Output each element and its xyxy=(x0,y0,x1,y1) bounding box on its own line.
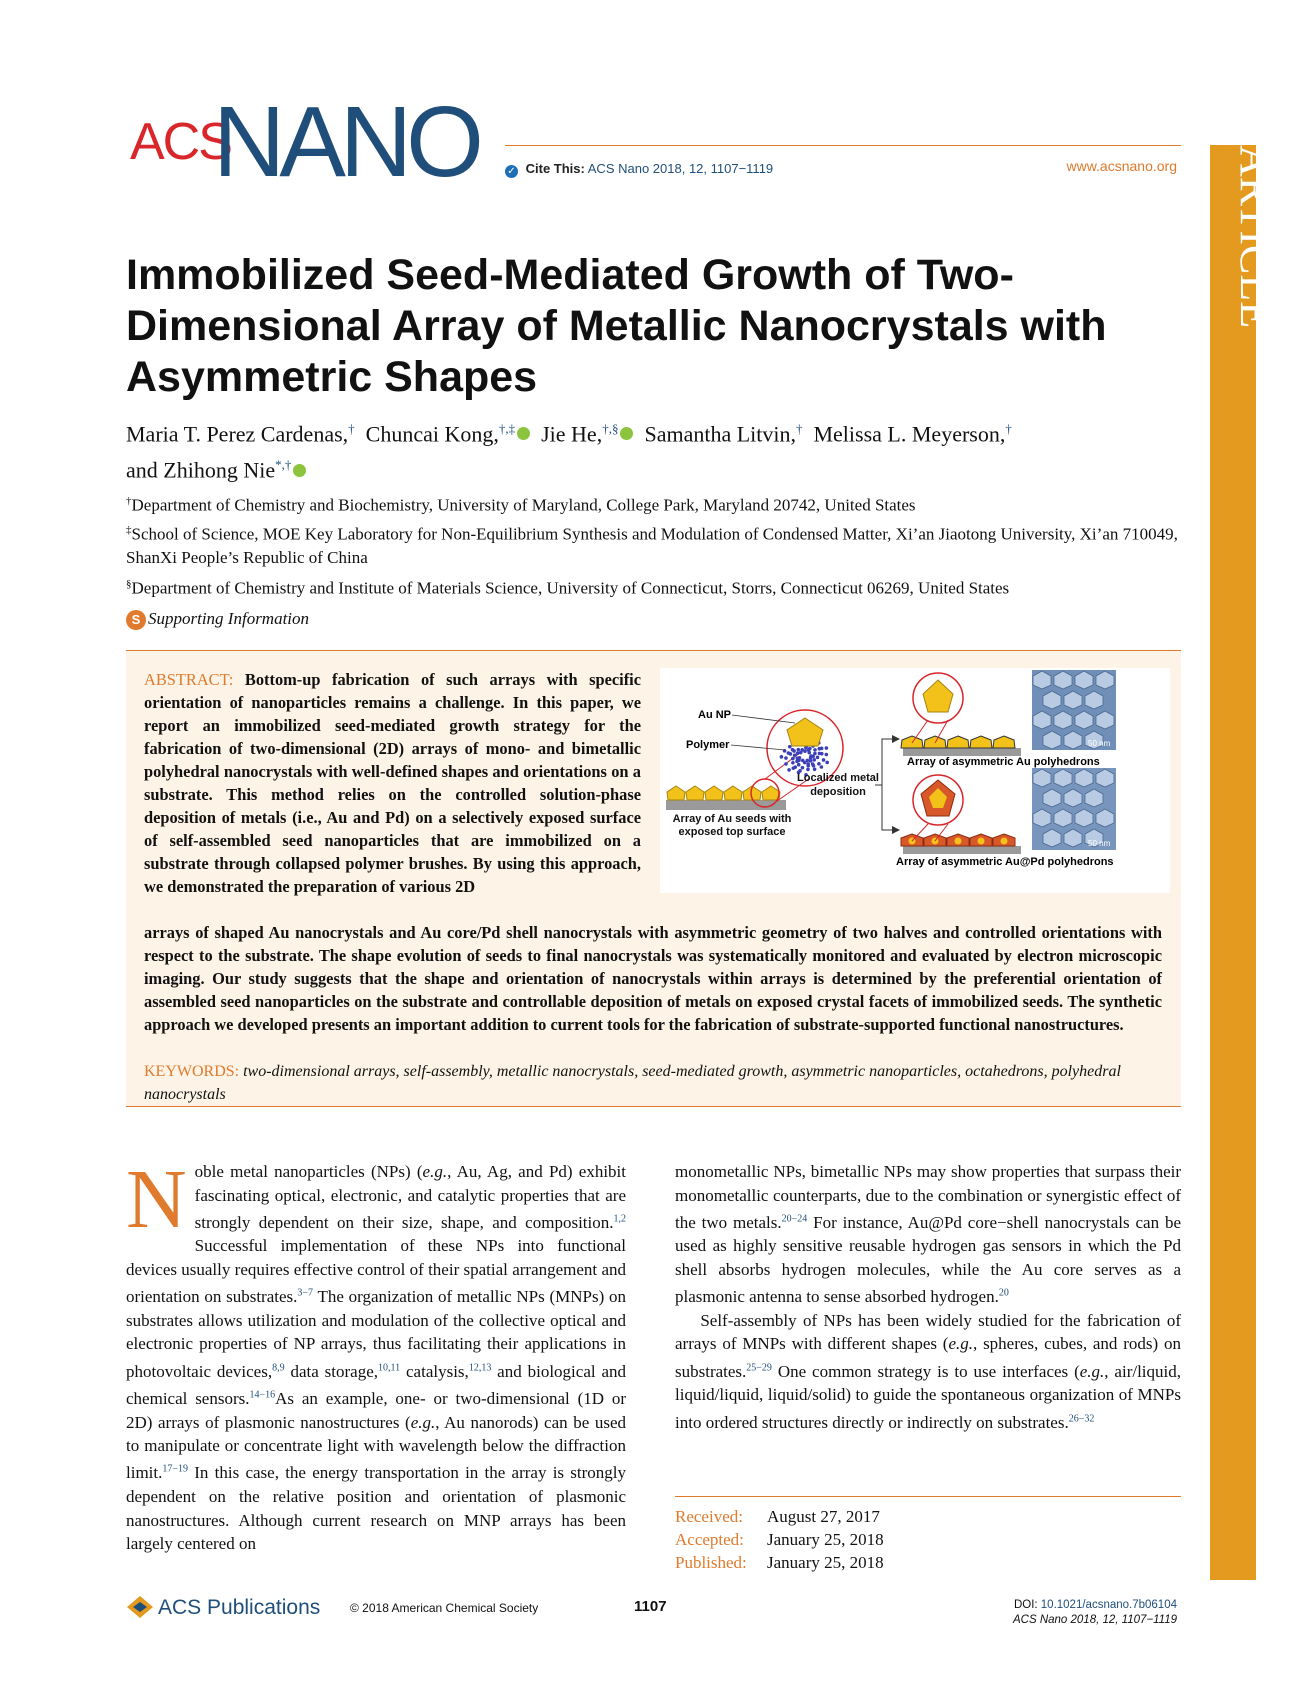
polymer-segment xyxy=(817,762,821,766)
toc-label-au-polyhedrons: Array of asymmetric Au polyhedrons xyxy=(907,756,1100,768)
author-name[interactable]: Maria T. Perez Cardenas, xyxy=(126,421,349,447)
aupd-core xyxy=(1001,838,1008,845)
affiliation-mark: § xyxy=(126,578,132,590)
polymer-segment xyxy=(808,747,812,751)
body-text-left: oble metal nanoparticles (NPs) (e.g., Au, Ag, and Pd) exhibit fascinating optical, electronic, and catalytic properties that are strongly dependent on their size, shape, and composition.$^{1,2}$ Successful implementation of these NPs into functional devices usually requires effective control of their spatial arrangement and orientation on substrates.$^{3-7}$ The organization of metallic NPs (MNPs) on substrates allows utilization and modulation of the collective optical and electronic properties of NP arrays, thus facilitating their applications in photovoltaic devices,$^{8,9}$ data storage,$^{10,11}$ catalysis,$^{12,13}$ and biological and chemical sensors.$^{14-16}$As an example, one- or two-dimensional (1D or 2D) arrays of plasmonic nanostructures (e.g., Au nanorods) can be used to manipulate or concentrate light with wavelength below the diffraction limit.$^{17-19}$ In this case, the energy transportation in the array is strongly dependent on the relative position and orientation of plasmonic nanostructures. Although current research on MNP arrays has been largely centered on xyxy=(126,1162,627,1554)
polymer-segment xyxy=(805,759,809,763)
affiliation-text: Department of Chemistry and Biochemistry, University of Maryland, College Park, Maryland 20742, United States xyxy=(131,495,916,515)
orcid-icon[interactable] xyxy=(620,427,633,440)
author-name[interactable]: and Zhihong Nie xyxy=(126,457,276,483)
abstract-text-bottom: arrays of shaped Au nanocrystals and Au core/Pd shell nanocrystals with asymmetric geometry of two halves and controlled orientations with respect to the substrate. The shape evolution of seeds to final nanocrystals was systematically monitored and evaluated by electron microscopic imaging. Our study suggests that the shape and orientation of nanocrystals within arrays is determined by the preferential orientation of assembled seed nanoparticles on the substrate and controllable deposition of metals on exposed crystal facets of immobilized seeds. The synthetic approach we developed presents an important addition to current tools for the fabrication of substrate-supported functional nanostructures. xyxy=(144,923,1162,1034)
asymmetric-au-polyhedron xyxy=(923,680,953,712)
body-text-right: monometallic NPs, bimetallic NPs may show properties that surpass their monometallic counterparts, due to the combination or synergistic effect of the two metals.$^{20-24}$ For instance, Au@Pd core−shell nanocrystals can be used as highly sensitive reusable hydrogen gas sensors in which the Pd shell absorbs hydrogen molecules, while the Au core serves as a plasmonic antenna to sense absorbed hydrogen.$^{20}$ Self-assembly of NPs has been widely studied for the fabrication of arrays of MNPs with different shapes (e.g., spheres, cubes, and rods) on substrates.$^{25-29}$ One common strategy is to use interfaces (e.g., air/liquid, liquid/liquid, liquid/solid) to guide the spontaneous organization of MNPs into ordered structures directly or indirectly on substrates.$^{26-32}$ xyxy=(675,1162,1182,1432)
polymer-segment xyxy=(809,756,813,760)
affiliation xyxy=(126,490,1186,517)
article-side-label xyxy=(1210,145,1280,405)
toc-graphic xyxy=(660,668,1170,893)
author-affil-mark: †,§ xyxy=(602,421,619,436)
author-name[interactable]: Jie He, xyxy=(541,421,603,447)
polymer-segment xyxy=(795,756,799,760)
cite-label: Cite This: xyxy=(525,161,585,176)
abstract-part1: Bottom-up fabrication of such arrays with specific orientation of nanoparticles remains a challenge. In this paper, we report an immobilized seed-mediated growth strategy for the fabrication of two-dimensional (2D) arrays of mono- and bimetallic polyhedral nanocrystals with well-defined shapes and orientations on a substrate. This method relies on the controlled solution-phase deposition of metals (i.e., Au and Pd) on a selectively exposed surface of self-assembled seed nanoparticles that are immobilized on a substrate through collapsed polymer brushes. By using this approach, we demonstrated the preparation of various 2D xyxy=(144,670,641,896)
journal-logo-acs: ACS xyxy=(130,113,231,171)
polymer-segment xyxy=(797,763,801,767)
polymer-segment xyxy=(795,760,799,764)
author-name[interactable]: Melissa L. Meyerson, xyxy=(813,421,1006,447)
supporting-info-icon[interactable]: S xyxy=(126,610,146,630)
substrate xyxy=(666,800,786,810)
doi-link[interactable]: 10.1021/acsnano.7b06104 xyxy=(1040,1599,1177,1611)
polymer-segment xyxy=(807,751,811,755)
keywords-label: KEYWORDS: xyxy=(144,1063,240,1080)
affiliation-mark: ‡ xyxy=(126,524,132,536)
abstract-label: ABSTRACT: xyxy=(144,670,234,689)
body-column-left xyxy=(126,1153,627,1556)
doi-block xyxy=(1013,1598,1177,1628)
au-np-shape xyxy=(787,718,823,746)
polymer-segment xyxy=(820,747,824,751)
toc-figure-svg xyxy=(660,668,1170,893)
toc-label-au-np: Au NP xyxy=(698,709,731,721)
polymer-segment xyxy=(801,766,805,770)
scale-bar-top: 50 nm xyxy=(1088,739,1111,748)
polymer-segment xyxy=(788,745,792,749)
affiliation-text: School of Science, MOE Key Laboratory for Non-Equilibrium Synthesis and Modulation of Condensed Matter, Xi’an Jiaotong University, Xi’an 710049, ShanXi People’s Republic of China xyxy=(126,524,1178,567)
seed-array xyxy=(667,786,780,800)
cite-value[interactable]: ACS Nano 2018, 12, 1107−1119 xyxy=(587,161,774,176)
polymer-segment xyxy=(784,762,788,766)
au-polyhedron xyxy=(901,736,923,748)
check-icon: ✓ xyxy=(505,165,518,178)
header-divider xyxy=(505,145,1181,146)
affiliation-text: Department of Chemistry and Institute of Materials Science, University of Connecticut, Storrs, Connecticut 06269, United States xyxy=(131,578,1010,598)
polymer-segment xyxy=(801,759,805,763)
date-received: Received: August 27, 2017 xyxy=(675,1507,880,1526)
acs-publications-logo[interactable] xyxy=(126,1595,320,1620)
au-polyhedron xyxy=(970,736,992,748)
au-seed xyxy=(705,786,723,800)
publisher-name: ACS Publications xyxy=(158,1596,321,1619)
keywords-value: two-dimensional arrays, self-assembly, metallic nanocrystals, seed-mediated growth, asymmetric nanoparticles, octahedrons, polyhedral nanocrystals xyxy=(144,1063,1121,1103)
keywords xyxy=(144,1060,1162,1106)
polymer-segment xyxy=(806,764,810,768)
polymer-segment xyxy=(813,748,817,752)
drop-cap: N xyxy=(126,1153,187,1246)
polymer-segment xyxy=(797,748,801,752)
aupd-polyhedron-array xyxy=(901,834,1015,846)
polymer-segment xyxy=(825,746,829,750)
toc-label-deposition: Localized metal deposition xyxy=(797,772,879,798)
publication-dates xyxy=(675,1505,884,1574)
polymer-segment xyxy=(792,766,796,770)
author-affil-mark: † xyxy=(348,421,355,436)
author-affil-mark: †,‡ xyxy=(498,421,516,436)
au-polyhedron xyxy=(947,736,969,748)
author-affil-mark: † xyxy=(795,421,803,436)
page-number: 1107 xyxy=(634,1598,667,1615)
aupd-core xyxy=(955,838,962,845)
date-published: Published: January 25, 2018 xyxy=(675,1553,884,1572)
polymer-segment xyxy=(787,751,791,755)
orcid-icon[interactable] xyxy=(293,464,306,477)
copyright: © 2018 American Chemical Society xyxy=(350,1601,539,1615)
polymer-segment xyxy=(820,765,824,769)
journal-logo-nano: NANO xyxy=(213,86,478,198)
affiliation xyxy=(126,573,1186,600)
scale-bar-bottom: 50 nm xyxy=(1088,839,1111,848)
dates-divider xyxy=(675,1496,1181,1497)
au-seed xyxy=(724,786,742,800)
journal-reference: ACS Nano 2018, 12, 1107−1119 xyxy=(1012,1614,1177,1626)
abstract-text-top xyxy=(144,668,641,898)
doi-label: DOI: xyxy=(1013,1599,1038,1611)
au-seed xyxy=(667,786,685,800)
polymer-segment xyxy=(791,761,795,765)
acs-hexagon-icon xyxy=(126,1595,154,1619)
orcid-icon[interactable] xyxy=(517,427,530,440)
author-affil-mark: † xyxy=(1005,421,1012,436)
polymer-segment xyxy=(822,758,826,762)
aupd-core xyxy=(978,838,985,845)
toc-label-polymer: Polymer xyxy=(686,739,730,751)
polymer-segment xyxy=(825,761,829,765)
toc-label-seeds: Array of Au seeds with exposed top surface xyxy=(672,813,792,838)
polymer-segment xyxy=(791,748,795,752)
polymer-segment xyxy=(796,751,800,755)
polymer-segment xyxy=(784,756,788,760)
au-seed xyxy=(686,786,704,800)
au-polyhedron-array xyxy=(901,736,1015,748)
polymer-segment xyxy=(791,757,795,761)
toc-label-aupd-polyhedrons: Array of asymmetric Au@Pd polyhedrons xyxy=(896,856,1114,868)
affiliation xyxy=(126,519,1186,569)
polymer-segment xyxy=(780,755,784,759)
website-link[interactable]: www.acsnano.org xyxy=(1066,158,1177,174)
author-name[interactable]: Chuncai Kong, xyxy=(365,421,499,447)
article-side-text: ARTICLE xyxy=(1231,145,1280,329)
polymer-segment xyxy=(799,751,803,755)
polymer-segment xyxy=(803,749,807,753)
cite-this[interactable] xyxy=(505,161,773,178)
paper-title: Immobilized Seed-Mediated Growth of Two-Dimensional Array of Metallic Nanocrystals with Asymmetric Shapes xyxy=(126,251,1107,401)
polymer-segment xyxy=(793,753,797,757)
au-polyhedron xyxy=(993,736,1015,748)
body-column-right xyxy=(675,1160,1181,1434)
author-affil-mark: *,† xyxy=(275,457,292,473)
date-accepted: Accepted: January 25, 2018 xyxy=(675,1530,884,1549)
polymer-segment xyxy=(812,764,816,768)
polymer-segment xyxy=(816,756,820,760)
affiliation-mark: † xyxy=(126,495,132,507)
supporting-info-link[interactable]: Supporting Information xyxy=(148,609,310,628)
author-list xyxy=(126,413,1196,486)
author-name[interactable]: Samantha Litvin, xyxy=(644,421,796,447)
polymer-segment xyxy=(820,752,824,756)
polymer-segment xyxy=(812,758,816,762)
polymer-segment xyxy=(825,753,829,757)
